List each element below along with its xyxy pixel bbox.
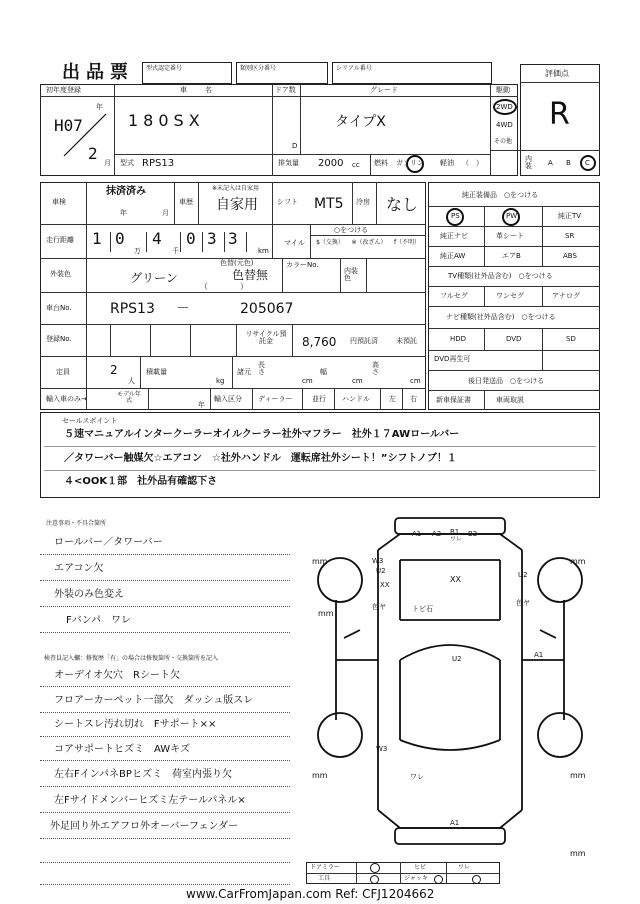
mm-bottom: mm bbox=[570, 849, 586, 858]
mark-u2-fr: U2 bbox=[518, 571, 528, 579]
mark-a1-rdoor: A1 bbox=[534, 651, 544, 659]
mark-a2-front: A2 bbox=[432, 530, 442, 538]
shift-value: MT5 bbox=[314, 196, 344, 212]
inspector-line-4: コアサポートヒズミ AWキズ bbox=[54, 744, 190, 755]
genuine-tv: 純正TV bbox=[558, 212, 582, 220]
legend-break: ワレ bbox=[458, 864, 471, 871]
load-label: 積載量 bbox=[146, 368, 167, 376]
legend-circle-3 bbox=[434, 875, 443, 884]
class-label: 類別区分番号 bbox=[240, 65, 277, 72]
inspector-line-3: シートスレ汚れ切れ Fサポート×× bbox=[54, 719, 217, 730]
navi-sd: SD bbox=[566, 335, 576, 343]
inspection-month: 月 bbox=[162, 209, 169, 217]
mark-colour-r: 色ヤ bbox=[516, 599, 530, 607]
genuine-pw-circle bbox=[502, 208, 520, 226]
dealer-label: ディーラー bbox=[258, 395, 293, 403]
mileage-digit-2: 0 bbox=[115, 229, 125, 248]
type-label: 型式 bbox=[120, 159, 134, 167]
cc-unit: cc bbox=[352, 161, 360, 169]
man-unit: 万 bbox=[134, 247, 141, 255]
mm-rl: mm bbox=[312, 771, 328, 780]
sen-unit: 千 bbox=[172, 247, 179, 255]
mark-b1-front: B1 bbox=[450, 528, 460, 536]
mileage-digit-3: 4 bbox=[152, 229, 162, 248]
tv-fullseg: フルセグ bbox=[440, 292, 468, 300]
height-cm: cm bbox=[410, 377, 421, 385]
width-cm: cm bbox=[352, 377, 363, 385]
navi-dvd: DVD bbox=[506, 335, 522, 343]
model-year-unit: 年 bbox=[198, 401, 205, 409]
mark-xx-fl: XX bbox=[380, 581, 390, 589]
inspector-line-7: 外足回り外エアフロ外オーバーフェンダー bbox=[50, 821, 239, 832]
mileage-digit-6: 3 bbox=[228, 229, 238, 248]
fuel-label: 燃料 bbox=[374, 159, 388, 167]
score-label: 評価点 bbox=[545, 69, 569, 78]
selling-line-3: ４<OOK１部 社外品有確認下さ bbox=[64, 476, 218, 487]
sheet-title: 出品票 bbox=[62, 62, 134, 83]
recycle-value: 8,760 bbox=[302, 335, 337, 349]
interior-a: A bbox=[548, 159, 553, 167]
serial-label: シリアル番号 bbox=[336, 65, 372, 72]
mark-ware-rear: ワレ bbox=[410, 773, 424, 781]
inspector-line-2: フロアーカーペット一部欠 ダッシュ版スレ bbox=[54, 695, 254, 706]
genuine-pw: PW bbox=[506, 212, 518, 220]
reg-no-label: 登録No. bbox=[46, 335, 72, 343]
mark-a1-front: A1 bbox=[412, 530, 422, 538]
mm-sl: mm bbox=[318, 609, 334, 618]
inspector-line-6: 左Fサイドメンバーヒズミ左テールパネル× bbox=[54, 795, 246, 806]
exterior-color-value: グリーン bbox=[130, 271, 178, 285]
odo-circle-label: ○をつける bbox=[334, 226, 369, 234]
legend-tool: 工具 bbox=[318, 875, 331, 882]
drive-2wd-circle bbox=[493, 99, 517, 115]
first-reg-label: 初年度登録 bbox=[46, 86, 81, 94]
legend-circle-1 bbox=[370, 863, 380, 873]
inspection-year: 年 bbox=[120, 209, 127, 217]
door-letter: D bbox=[292, 142, 298, 150]
mm-fr: mm bbox=[570, 557, 586, 566]
color-change-value: 色替無 bbox=[232, 268, 269, 282]
inspector-line-1: オーデイオ欠穴 Rシート欠 bbox=[54, 670, 180, 681]
capacity-value: 2 bbox=[110, 363, 118, 377]
import-div-label: 輸入区分 bbox=[214, 395, 242, 403]
recycle-unpaid: 未預託 bbox=[396, 337, 417, 345]
type-cert-label: 型式認定番号 bbox=[146, 65, 183, 72]
shift-label: シフト bbox=[277, 198, 298, 206]
interior-color-label: 内装色 bbox=[344, 267, 358, 282]
selling-points-label: セールスポイント bbox=[62, 417, 118, 425]
navi-title: ナビ種類(社外品含む) ○をつける bbox=[446, 313, 556, 321]
drive-2wd: 2WD bbox=[496, 103, 513, 111]
mm-rr: mm bbox=[570, 771, 586, 780]
genuine-leather: 革シート bbox=[496, 232, 524, 240]
genuine-sr: SR bbox=[565, 232, 575, 240]
first-reg-year: H07 bbox=[54, 116, 83, 135]
odo-opt-1: $（交換） bbox=[316, 239, 344, 246]
genuine-ps-circle bbox=[446, 208, 464, 226]
navi-hdd: HDD bbox=[450, 335, 467, 343]
mileage-label: 走行距離 bbox=[46, 236, 74, 244]
import-label: 輸入車のみ→ bbox=[46, 395, 87, 403]
later-title: 後日発送品 ○をつける bbox=[468, 377, 545, 385]
selling-line-2: ／タワーバー触媒欠☆エアコン ☆社外ハンドル 運転席社外シート！”シフトノブ！１ bbox=[64, 453, 457, 464]
genuine-airbag: エアB bbox=[502, 252, 521, 260]
km-unit: km bbox=[258, 247, 269, 255]
diesel-label: 軽油 bbox=[440, 159, 454, 167]
chassis-number: 205067 bbox=[240, 301, 294, 317]
car-diagram bbox=[300, 510, 600, 860]
length-cm: cm bbox=[302, 377, 313, 385]
mm-fl: mm bbox=[312, 557, 328, 566]
dvd-play-label: DVD再生可 bbox=[434, 355, 471, 363]
later-manual: 車両取説 bbox=[496, 396, 524, 404]
displacement-value: 2000 bbox=[318, 158, 344, 169]
legend-mirror: ドアミラー bbox=[310, 864, 340, 871]
person-unit: 人 bbox=[128, 377, 135, 385]
mark-w3-rl: W3 bbox=[376, 745, 388, 753]
mark-b2-front: B2 bbox=[468, 530, 478, 538]
handle-right: 右 bbox=[410, 395, 417, 403]
ac-value: なし bbox=[386, 195, 419, 214]
note-line-1: ロールバー／タワーバー bbox=[54, 537, 163, 548]
tv-oneseg: ワンセグ bbox=[496, 292, 524, 300]
fuel-paren: （ ） bbox=[462, 159, 483, 167]
height-label: 高さ bbox=[372, 361, 379, 376]
note-line-2: エアコン欠 bbox=[54, 563, 104, 574]
first-reg-month: 2 bbox=[88, 144, 98, 163]
inspection-value: 抹済済み bbox=[106, 186, 146, 197]
handle-label: ハンドル bbox=[342, 395, 370, 403]
drive-label: 駆動 bbox=[496, 86, 510, 94]
selling-line-1: ５速マニュアルインタークーラーオイルクーラー社外マフラー 社外１７AWロールバー bbox=[64, 429, 460, 440]
legend-crack: ヒビ bbox=[414, 864, 427, 871]
type-value: RPS13 bbox=[142, 158, 175, 169]
width-label: 幅 bbox=[320, 368, 327, 376]
mark-colour-l: 色ヤ bbox=[372, 603, 386, 611]
color-change-label: 色替(元色) bbox=[220, 259, 254, 267]
history-label: 車歴 bbox=[179, 198, 193, 206]
exterior-color-label: 外装色 bbox=[50, 270, 71, 278]
slash-line bbox=[60, 110, 112, 163]
odo-opt-2: ※（改ざん） bbox=[351, 239, 387, 246]
tv-title: TV種類(社外品含む) ○をつける bbox=[448, 272, 553, 280]
fuel-circle bbox=[406, 155, 424, 173]
interior-label: 内装 bbox=[525, 155, 532, 170]
genuine-ps: PS bbox=[451, 212, 460, 220]
chassis-prefix: RPS13 bbox=[110, 301, 155, 317]
month-suffix: 月 bbox=[104, 159, 111, 167]
ac-label: 冷房 bbox=[356, 198, 370, 206]
mileage-digit-4: 0 bbox=[186, 229, 196, 248]
interior-c: C bbox=[585, 159, 590, 167]
odo-opt-3: f（不明） bbox=[393, 239, 421, 246]
parallel-label: 並行 bbox=[312, 395, 326, 403]
capacity-label: 定員 bbox=[56, 368, 70, 376]
kg-unit: kg bbox=[216, 377, 225, 385]
history-value: 自家用 bbox=[216, 197, 258, 213]
grade-label: グレード bbox=[370, 86, 398, 94]
legend-circle-2 bbox=[370, 875, 379, 884]
mark-u2-roof: U2 bbox=[452, 655, 462, 663]
mark-u2-fl: U2 bbox=[376, 567, 386, 575]
interior-b: B bbox=[566, 159, 571, 167]
tv-analog: アナログ bbox=[552, 292, 580, 300]
handle-left: 左 bbox=[389, 395, 396, 403]
recycle-label: リサイクル預託金 bbox=[245, 330, 287, 345]
inspector-label: 検査員記入欄：修復歴「有」の場合は修復箇所・交換箇所を記入 bbox=[44, 655, 219, 662]
recycle-paid: 円預託済 bbox=[350, 337, 378, 345]
legend-circle-4 bbox=[472, 875, 481, 884]
mark-ware-front: ワレ bbox=[450, 536, 463, 543]
inspector-line-5: 左右FインパネBPヒズミ 荷室内張り欠 bbox=[54, 769, 232, 780]
genuine-abs: ABS bbox=[563, 252, 577, 260]
model-name: 180SX bbox=[128, 111, 205, 130]
mark-w3-fl: W3 bbox=[372, 557, 384, 565]
genuine-title: 純正装備品 ○をつける bbox=[462, 191, 539, 199]
mark-xx-hood: XX bbox=[450, 575, 461, 584]
dims-label: 諸元 bbox=[237, 368, 251, 376]
mileage-digit-1: 1 bbox=[92, 229, 102, 248]
color-no-label: カラーNo. bbox=[286, 261, 319, 269]
later-warranty: 新車保証書 bbox=[436, 396, 471, 404]
inspection-label: 車検 bbox=[52, 198, 66, 206]
genuine-aw: 純正AW bbox=[440, 252, 466, 260]
model-year-label: モデル年式 bbox=[117, 391, 141, 404]
mile-label: マイル bbox=[284, 239, 305, 247]
model-name-label: 車名 bbox=[180, 86, 230, 94]
displacement-label: 排気量 bbox=[278, 159, 299, 167]
color-paren: （ ） bbox=[200, 282, 248, 291]
year-suffix: 年 bbox=[96, 103, 103, 111]
mark-a1-rear: A1 bbox=[450, 819, 460, 827]
detail-box bbox=[40, 182, 426, 410]
footer-watermark: www.CarFromJapan.com Ref: CFJ1204662 bbox=[186, 887, 435, 901]
score-value: R bbox=[549, 97, 570, 132]
chassis-dash: － bbox=[176, 301, 190, 317]
doors-label: ドア数 bbox=[275, 86, 296, 94]
notes-label: 注意事項・不具合箇所 bbox=[46, 520, 107, 527]
fuel-gasoline: ガソリン bbox=[396, 159, 424, 167]
chassis-label: 車台No. bbox=[46, 304, 72, 312]
grade-value: タイプX bbox=[335, 114, 386, 130]
drive-4wd: 4WD bbox=[496, 121, 513, 129]
interior-c-circle bbox=[580, 155, 596, 171]
history-note: ※未記入は自家用 bbox=[212, 185, 260, 192]
drive-other: その他 bbox=[494, 138, 513, 145]
length-label: 長さ bbox=[258, 361, 265, 376]
note-line-4: Fバンパ ワレ bbox=[66, 615, 132, 626]
genuine-navi: 純正ナビ bbox=[440, 232, 468, 240]
mark-chip: トビ石 bbox=[412, 605, 433, 613]
mileage-digit-5: 3 bbox=[207, 229, 217, 248]
note-line-3: 外装のみ色変え bbox=[54, 589, 124, 600]
legend-jack: ジャッキ bbox=[404, 875, 428, 882]
